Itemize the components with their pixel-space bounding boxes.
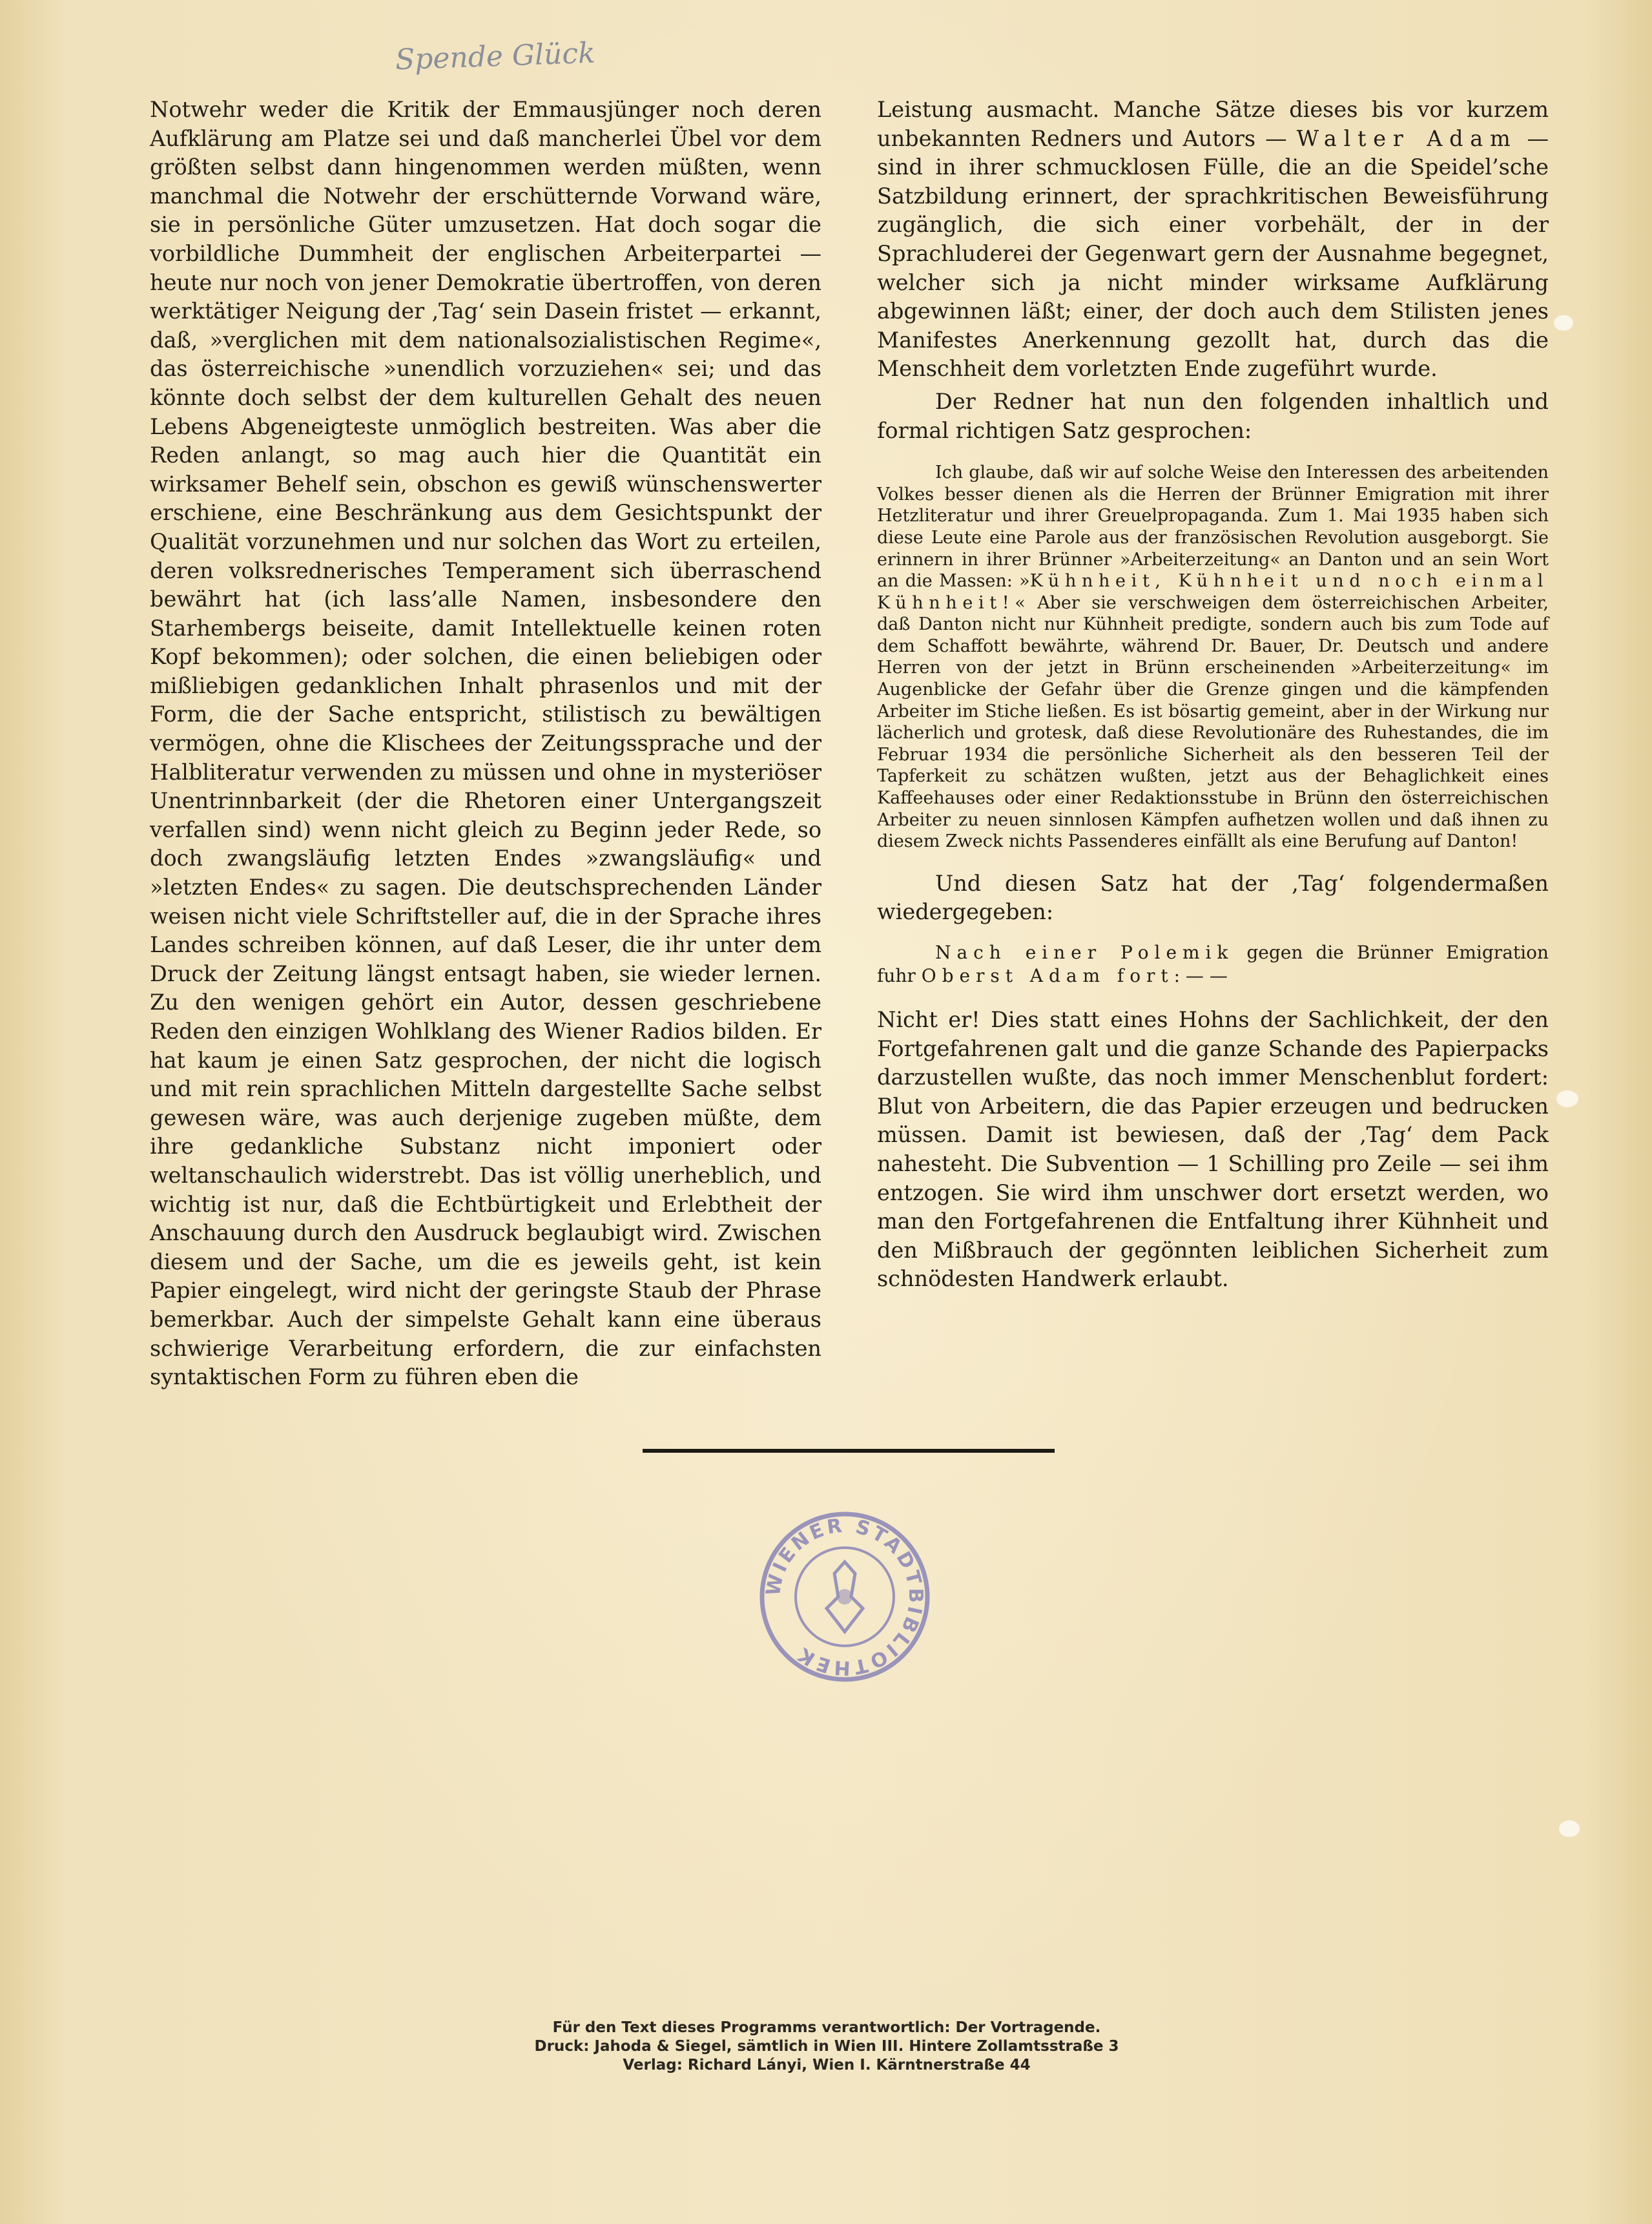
paper-hole [1554,315,1573,331]
left-column [150,96,821,1392]
quoted-speech: Ich glaube, daß wir auf solche Weise den Interessen des arbeitenden Volkes besser dienen als die Herren der Brünner Emigration mit ihrer Hetzliteratur und ihrer Greuelpropaganda. Zum 1. Mai 1935 haben sich diese Leute eine Parole aus der französischen Revolution ausgeborgt. Sie erinnern in ihrer Brünner »Arbeiterzeitung« an Danton und an sein Wort an die Massen: »Kühnheit, Kühnheit und noch einmal Kühnheit!« Aber sie verschweigen dem österreichischen Arbeiter, daß Danton nicht nur Kühnheit predigte, sondern auch bis zum Tode auf dem Schaffott bewährte, während Dr. Bauer, Dr. Deutsch und andere Herren von der jetzt in Brünn erscheinenden »Arbeiterzeitung« im Augenblicke der Gefahr über die Grenze gingen und die kämpfenden Arbeiter im Stiche ließen. Es ist bösartig gemeint, aber in der Wirkung nur lächerlich und grotesk, daß diese Revolutionäre des Ruhestandes, die im Februar 1934 die persönliche Sicherheit als den besseren Teil der Tapferkeit zu schätzen wußten, jetzt aus der Behaglichkeit eines Kaffeehauses oder einer Redaktionsstube in Brünn den österreichischen Arbeiter zu neuen sinnlosen Kämpfen aufhetzen wollen und daß ihnen zu diesem Zweck nichts Passenderes einfällt als eine Berufung auf Danton! [877,462,1549,852]
paper-hole [1559,1820,1580,1837]
library-stamp [754,1506,935,1687]
paper-hole [1556,1090,1578,1107]
speaker-name: Walter Adam [1296,125,1518,151]
right-paragraph-4: Nicht er! Dies statt eines Hohns der Sachlichkeit, der den Fortgefahrenen galt und die ganze Schande des Papierpacks darzustellen wußte, das noch immer Menschenblut fordert: Blut von Arbeitern, die das Papier erzeugen und bedrucken müssen. Damit ist bewiesen, daß der ‚Tag‘ dem Pack nahesteht. Die Subvention — 1 Schilling pro Zeile — sei ihm entzogen. Sie wird ihm unschwer dort ersetzt werden, wo man den Fortgefahrenen die Entfaltung ihrer Kühnheit und den Mißbrauch der gegönnten leiblichen Sicherheit zum schnödesten Handwerk erlaubt. [877,1007,1549,1292]
right-column [877,96,1549,1294]
right-paragraph-2: Der Redner hat nun den folgenden inhaltlich und formal richtigen Satz gesprochen: [877,388,1549,443]
handwritten-note: Spende Glück [395,36,596,77]
right-paragraph-3: Und diesen Satz hat der ‚Tag‘ folgendermaßen wiedergegeben: [877,870,1549,925]
quoted-newspaper: Nach einer Polemik gegen die Brünner Emigration fuhr Oberst Adam fort: — — [877,942,1549,986]
imprint-footer [452,2019,1201,2075]
stamp-text: WIENER STADTBIBLIOTHEK [761,1514,927,1679]
spaced-emphasis: Kühnheit, Kühnheit und noch einmal Kühnheit! [877,571,1549,613]
right-paragraph-1: Leistung ausmacht. Manche Sätze dieses bis vor kurzem unbekannten Redners und Autors — Walter Adam — sind in ihrer schmucklosen Fülle, die an die Speidel’sche Satzbildung erinnert, der sprachkritischen Beweisführung zugänglich, die sich einer vorbehält, der in der Sprachluderei der Gegenwart gern der Ausnahme begegnet, welcher sich ja nicht minder wirksame Aufklärung abgewinnen läßt; einer, der doch auch dem Stilisten jenes Manifestes Anerkennung gezollt hat, durch das die Menschheit dem vorletzten Ende zugeführt wurde. [877,97,1549,382]
left-paragraph: Notwehr weder die Kritik der Emmausjünger noch deren Aufklärung am Platze sei und daß mancherlei Übel vor dem größten selbst dann hingenommen werden müßten, wenn manchmal die Notwehr der erschütternde Vorwand wäre, sie in persönliche Güter umzusetzen. Hat doch sogar die vorbildliche Dummheit der englischen Arbeiterpartei — heute nur noch von jener Demokratie übertroffen, von deren werktätiger Neigung der ‚Tag‘ sein Dasein fristet — erkannt, daß, »verglichen mit dem nationalsozialistischen Regime«, das österreichische »unendlich vorzuziehen« sei; und das könnte doch selbst der dem kulturellen Gehalt des neuen Lebens Abgeneigteste unmöglich bestreiten. Was aber die Reden anlangt, so mag auch hier die Quantität ein wirksamer Behelf sein, obschon es gewiß wünschenswerter erschiene, eine Beschränkung aus dem Gesichtspunkt der Qualität vorzunehmen und nur solchen das Wort zu erteilen, deren volksrednerisches Temperament sich überraschend bewährt hat (ich lass’alle Namen, insbesondere den Starhembergs beiseite, damit Intellektuelle keinen roten Kopf bekommen); oder solchen, die einen beliebigen oder mißliebigen gedanklichen Inhalt phrasenlos und mit der Form, die der Sache entspricht, stilistisch zu bewältigen vermögen, ohne die Klischees der Zeitungssprache und der Halbliteratur verwenden zu müssen und ohne in mysteriöser Unentrinnbarkeit (der die Rhetoren einer Untergangszeit verfallen sind) wenn nicht gleich zu Beginn jeder Rede, so doch zwangsläufig letzten Endes »zwangsläufig« und »letzten Endes« zu sagen. Die deutschsprechenden Länder weisen nicht viele Schriftsteller auf, die in der Sprache ihres Landes schreiben können, auf daß Leser, die ihr unter dem Druck der Zeitung längst entsagt haben, sie wieder lernen. Zu den wenigen gehört ein Autor, dessen geschriebene Reden den einzigen Wohlklang des Wiener Radios bilden. Er hat kaum je einen Satz gesprochen, der nicht die logisch und mit rein sprachlichen Mitteln dargestellte Sache selbst gewesen wäre, was auch derjenige zugeben müßte, dem ihre gedankliche Substanz nicht imponiert oder weltanschaulich widerstrebt. Das ist völlig unerheblich, und wichtig ist nur, daß die Echtbürtigkeit und Erlebtheit der Anschauung durch den Ausdruck beglaubigt wird. Zwischen diesem und der Sache, um die es jeweils geht, ist kein Papier eingelegt, wird nicht der geringste Staub der Phrase bemerkbar. Auch der simpelste Gehalt kann eine überaus schwierige Verarbeitung erfordern, die zur einfachsten syntaktischen Form zu führen eben die [150,97,821,1390]
imprint-line: Für den Text dieses Programms verantwortlich: Der Vortragende. [552,2019,1101,2036]
section-divider [643,1449,1055,1453]
imprint-line: Druck: Jahoda & Siegel, sämtlich in Wien III. Hintere Zollamtsstraße 3 [534,2038,1119,2055]
imprint-line: Verlag: Richard Lányi, Wien I. Kärntnerstraße 44 [623,2057,1031,2073]
